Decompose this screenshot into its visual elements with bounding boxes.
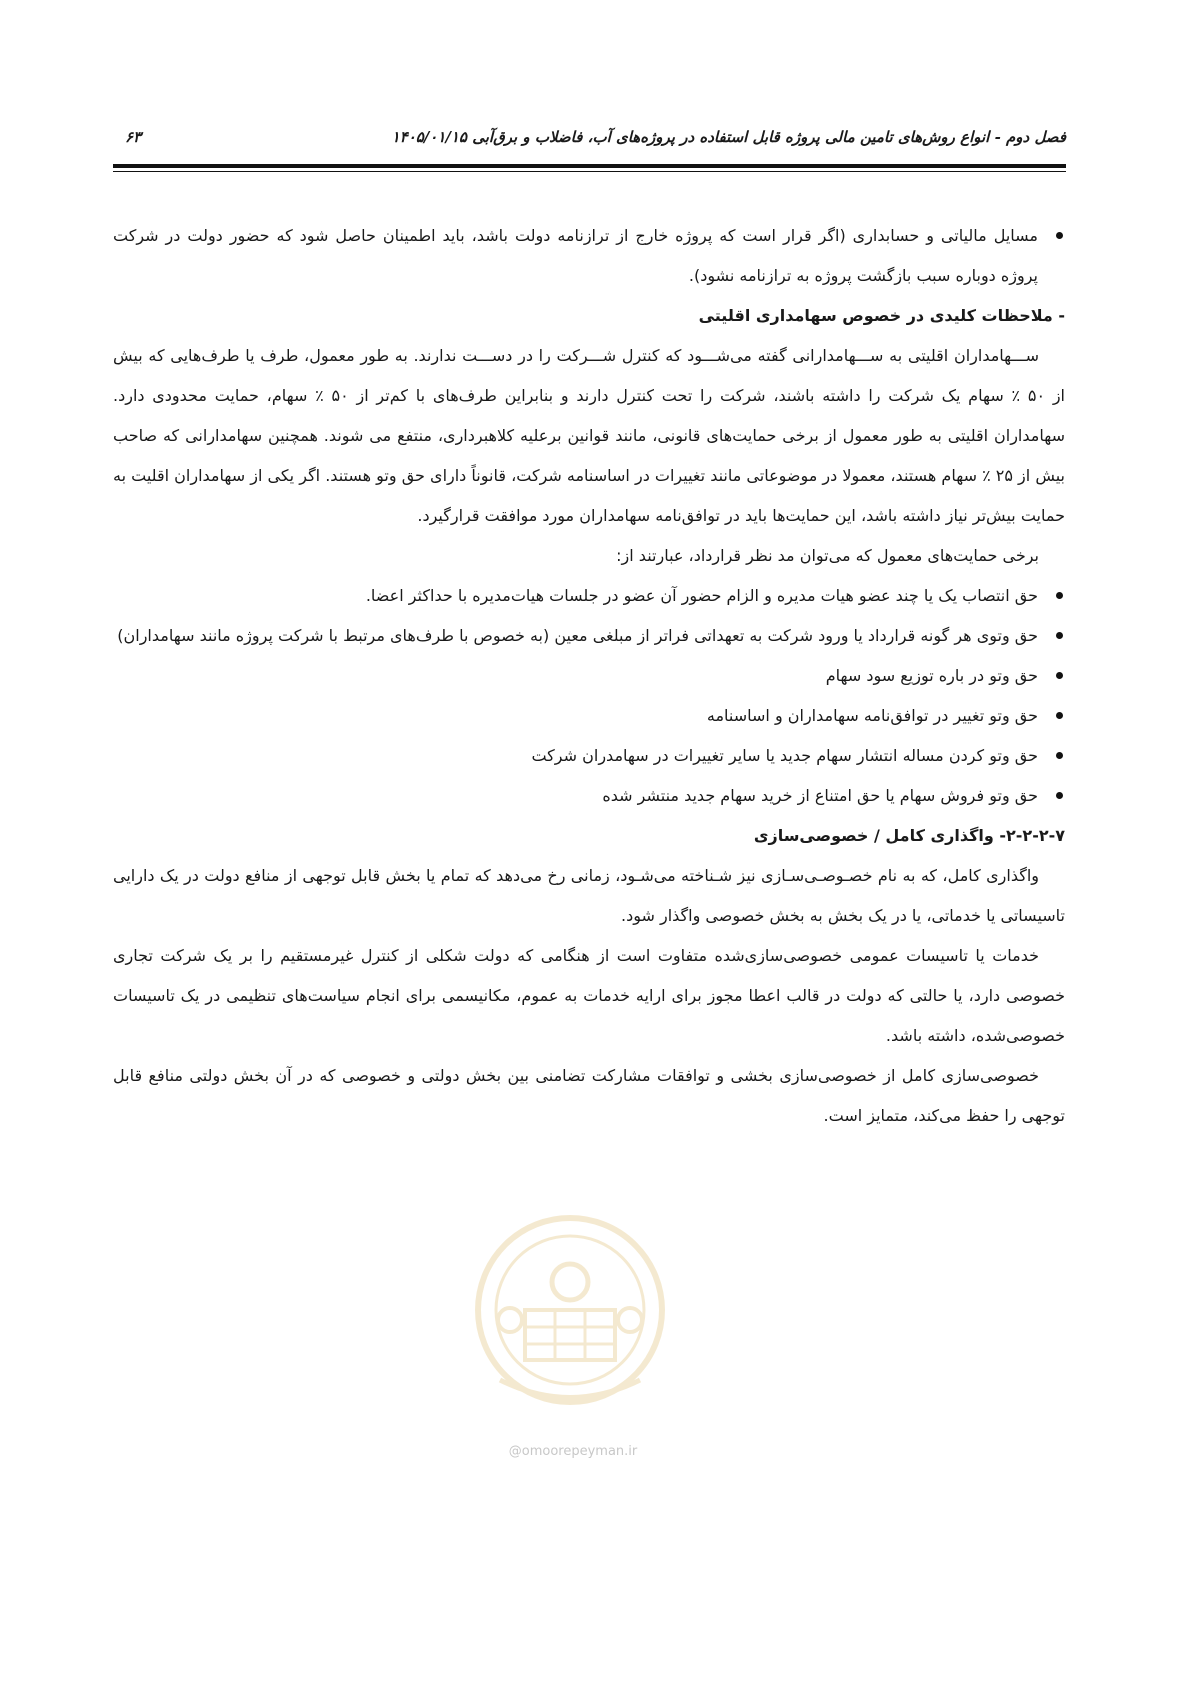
paragraph: خصوصی‌سازی کامل از خصوصی‌سازی بخشی و توافقات مشارکت تضامنی بین بخش دولتی و خصوصی که در آن بخش دولتی منافع قابل توجهی را حفظ می‌کند، متمایز است.	[113, 1066, 1065, 1125]
header-rule-thin	[113, 171, 1066, 172]
running-head: فصل دوم - انواع روش‌های تامین مالی پروژه قابل استفاده در پروژه‌های آب، فاضلاب و برق‌آبی ۱۴۰۵/۰۱/۱۵	[391, 128, 1066, 146]
bullet-item: حق وتو فروش سهام یا حق امتناع از خرید سهام جدید منتشر شده	[113, 776, 1065, 816]
paragraph: واگذاری کامل، که به نام خصـوصـی‌سـازی نیز شـناخته می‌شـود، زمانی رخ می‌دهد که تمام یا بخش قابل توجهی از منافع دولت در یک دارایی تاسیساتی یا خدماتی، یا در یک بخش به بخش خصوصی واگذار شود.	[113, 866, 1065, 925]
page-number: ۶۳	[125, 128, 142, 146]
page-body	[113, 216, 1065, 1136]
bullet-item: حق انتصاب یک یا چند عضو هیات مدیره و الزام حضور آن عضو در جلسات هیات‌مدیره با حداکثر اعضا.	[113, 576, 1065, 616]
bullet-item: حق وتو در باره توزیع سود سهام	[113, 656, 1065, 696]
bullet-item: مسایل مالیاتی و حسابداری (اگر قرار است که پروژه خارج از ترازنامه دولت باشد، باید اطمینان حاصل شود که حضور دولت در شرکت پروژه دوباره سبب بازگشت پروژه به ترازنامه نشود).	[113, 216, 1065, 296]
watermark-url: @omoorepeyman.ir	[508, 1444, 638, 1459]
watermark-seal-icon	[470, 1210, 670, 1430]
paragraph: خدمات یا تاسیسات عمومی خصوصی‌سازی‌شده متفاوت است از هنگامی که دولت شکلی از کنترل غیرمستقیم را بر یک شرکت تجاری خصوصی دارد، یا حالتی که دولت در قالب اعطا مجوز برای ارایه خدمات به عموم، مکانیسمی برای انجام سیاست‌های تنظیمی در یک تاسیسات خصوصی‌شده، داشته باشد.	[113, 946, 1065, 1045]
bullet-item: حق وتو کردن مساله انتشار سهام جدید یا سایر تغییرات در سهامدران شرکت	[113, 736, 1065, 776]
protections-bullet-list	[113, 576, 1065, 816]
bullet-item: حق وتوی هر گونه قرارداد یا ورود شرکت به تعهداتی فراتر از مبلغی معین (به خصوص با طرف‌های مرتبط با شرکت پروژه مانند سهامداران)	[113, 616, 1065, 656]
section-heading-privatization: ۲-۲-۲-۷- واگذاری کامل / خصوصی‌سازی	[753, 826, 1065, 845]
paragraph: ســـهامداران اقلیتی به ســـهامدارانی گفته می‌شـــود که کنترل شـــرکت را در دســـت ندارند. به طور معمول، طرف یا طرف‌هایی که بیش از ۵۰ ٪ سهام یک شرکت را داشته باشند، شرکت را تحت کنترل دارند و بنابراین طرف‌های با کم‌تر از ۵۰ ٪ سهام، حمایت محدودی دارد. سهامداران اقلیتی به طور معمول از برخی حمایت‌های قانونی، مانند قوانین برعلیه کلاهبرداری، منتفع می شوند. همچنین سهامدارانی که صاحب بیش از ۲۵ ٪ سهام هستند، معمولا در موضوعاتی مانند تغییرات در اساسنامه شرکت، قانوناً دارای حق وتو هستند. اگر یکی از سهامداران اقلیت به حمایت بیش‌تر نیاز داشته باشد، این حمایت‌ها باید در توافق‌نامه سهامداران مورد موافقت قرارگیرد.	[113, 346, 1066, 525]
paragraph: برخی حمایت‌های معمول که می‌توان مد نظر قرارداد، عبارتند از:	[616, 546, 1039, 565]
bullet-item: حق وتو تغییر در توافق‌نامه سهامداران و اساسنامه	[113, 696, 1065, 736]
intro-bullet-list	[113, 216, 1065, 296]
page-header	[113, 128, 1066, 158]
header-rule	[113, 164, 1066, 168]
section-heading-minority: - ملاحظات کلیدی در خصوص سهامداری اقلیتی	[698, 306, 1065, 325]
